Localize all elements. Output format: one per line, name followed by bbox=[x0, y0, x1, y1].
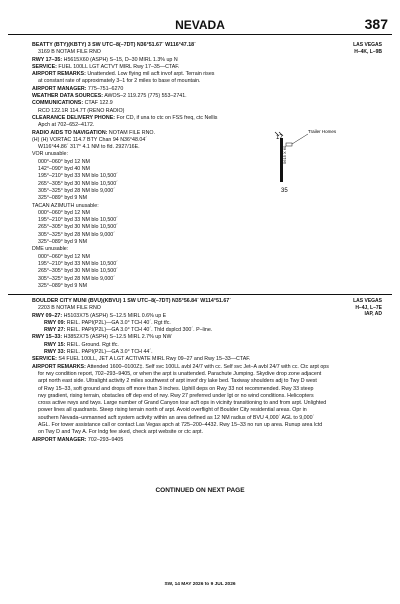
runway-17-label: 17 bbox=[276, 135, 283, 141]
trailer-homes-label: Trailer Homes bbox=[308, 129, 337, 134]
airport-title: BEATTY (BTY)(KBTY) 3 SW UTC–8(–7DT) N36°51.67´ W116°47.18´ bbox=[32, 42, 196, 48]
vortac: (H) (H) VORTAC 114.7 BTY Chan 94 N36°48.04´ bbox=[32, 136, 148, 143]
airport-remarks-cont: of Rwy 15–33, soft ground and drops off more than 3 inches. Uphill deps on Rwy 33 not recommended. Rwy 33 steep bbox=[38, 385, 314, 392]
restriction-line: 305°–325° byd 28 NM blo 9,000´ bbox=[38, 275, 115, 282]
runway-info: RWY 15–33: H3852X75 (ASPH) S–12.5 MIRL 2.7% up NW bbox=[32, 334, 172, 341]
airport-manager: AIRPORT MANAGER: 702–293–9405 bbox=[32, 436, 124, 443]
chart-tag: LAS VEGAS bbox=[353, 42, 382, 48]
airport-remarks-cont: AGL. For tower assistance call or contact Las Vegas apch at 725–200–4432. Rwy 15–33 no run up area. Runup area lctd bbox=[38, 422, 323, 429]
restriction-line: 142°–090° byd 40 NM bbox=[38, 166, 90, 173]
restriction-line: 325°–089° byd 9 NM bbox=[38, 282, 87, 289]
restriction-line: 325°–089° byd 9 NM bbox=[38, 195, 87, 202]
header-rule bbox=[8, 34, 392, 35]
chart-tags bbox=[353, 42, 382, 55]
airport-remarks-cont: for rwy condition report, 702–293–9405, or when the arpt is unattended. Parachute Jumping. Skydive drop zone adjacent bbox=[38, 370, 322, 377]
restriction-line: 265°–305° byd 30 NM blo 10,500´ bbox=[38, 180, 118, 187]
rco: RCO 122.1R 114.7T (RENO RADIO) bbox=[38, 107, 125, 114]
airport-manager: AIRPORT MANAGER: 775–751–6270 bbox=[32, 85, 124, 92]
airport-remarks: AIRPORT REMARKS: Unattended. Low flying mil acft invof arpt. Terrain rises bbox=[32, 71, 215, 78]
airport-remarks-cont: at constant rate of approximately 3–1 for 2 miles to base of mountain. bbox=[38, 78, 201, 85]
restriction-line: 195°–210° byd 33 NM blo 10,500´ bbox=[38, 173, 118, 180]
entry-separator bbox=[8, 294, 392, 295]
runway-35-label: 35 bbox=[281, 188, 288, 194]
clearance-delivery-cont: Apch at 702–652–4172. bbox=[38, 122, 95, 129]
communications: COMMUNICATIONS: CTAF 122.9 bbox=[32, 100, 113, 107]
runway-info: RWY 17–35: H5615X60 (ASPH) S–15, D–30 MIRL 1.3% up N bbox=[32, 56, 178, 63]
apron bbox=[286, 143, 292, 146]
dme-unusable-head: DME unusable: bbox=[32, 246, 69, 253]
chart-tags bbox=[353, 298, 382, 318]
vortac-cont: W116°44.86´ 317° 4.1 NM to fld. 2927/16E. bbox=[38, 144, 140, 151]
radio-aids: RADIO AIDS TO NAVIGATION: NOTAM FILE RNO. bbox=[32, 129, 156, 136]
airport-remarks-cont: arpt north east side. Ultralight activity 2 miles southwest of arpt invof dry lake bed. Taxiway shoulders adj to Twy D west bbox=[38, 378, 317, 385]
restriction-line: 265°–305° byd 30 NM blo 10,500´ bbox=[38, 224, 118, 231]
state-title: NEVADA bbox=[175, 18, 225, 32]
page-header bbox=[0, 14, 400, 34]
airport-remarks-cont: cross active rwys and twys. Large number of Grand Canyon tour acft ops in vicinity transitioning to and from arpt. Unlighted bbox=[38, 400, 327, 407]
clearance-delivery: CLEARANCE DELIVERY PHONE: For CD, if una to ctc on FSS freq, ctc Nellis bbox=[32, 114, 218, 121]
effective-dates: SW, 14 MAY 2026 to 9 JUL 2026 bbox=[164, 582, 236, 587]
continued-notice: CONTINUED ON NEXT PAGE bbox=[155, 487, 245, 494]
runway-end-info: RWY 15: REIL. Ground. Rgt tfc. bbox=[44, 341, 119, 348]
airport-elevation: 2203 B NOTAM FILE RNO bbox=[38, 305, 101, 312]
airport-remarks: AIRPORT REMARKS: Attended 1600–0100Z‡. Self svc 100LL avbl 24/7 with cc. Self svc Jet–A avbl 24/7 with cc. Ctc arpt ops bbox=[32, 363, 329, 370]
runway-end-info: RWY 09: REIL. PAPI(P2L)—GA 3.0° TCH 40´. Rgt tfc. bbox=[44, 319, 171, 326]
restriction-line: 000°–060° byd 12 NM bbox=[38, 253, 90, 260]
service-info: SERVICE: S4 FUEL 100LL, JET A LGT ACTIVATE MIRL Rwy 09–27 and Rwy 15–33—CTAF. bbox=[32, 356, 251, 363]
chart-tag: IAP, AD bbox=[364, 311, 382, 317]
airport-remarks-cont: power lines all quadrants. Steep rising terrain north of arpt. Avoid overflight of Boulder City residential areas. Opr in bbox=[38, 407, 307, 414]
airport-remarks-cont: on Twy D and Twy A. For lndg fee sked, check arpt website or ctc arpt. bbox=[38, 429, 203, 436]
runway-info: RWY 09–27: H5103X75 (ASPH) S–12.5 MIRL 0.6% up E bbox=[32, 312, 167, 319]
airport-elevation: 3169 B NOTAM FILE RNO bbox=[38, 49, 101, 56]
service-info: SERVICE: FUEL 100LL LGT ACTVT MIRL Rwy 17–35—CTAF. bbox=[32, 63, 180, 70]
restriction-line: 305°–325° byd 28 NM blo 9,000´ bbox=[38, 187, 115, 194]
restriction-line: 000°–060° byd 12 NM bbox=[38, 209, 90, 216]
runway-end-info: RWY 33: REIL. PAPI(P2L)—GA 3.0° TCH 44´. bbox=[44, 349, 153, 356]
restriction-line: 305°–325° byd 28 NM blo 9,000´ bbox=[38, 231, 115, 238]
vor-unusable-head: VOR unusable: bbox=[32, 151, 68, 158]
airport-entry-boulder-city bbox=[32, 298, 382, 444]
airport-title: BOULDER CITY MUNI (BVU)(KBVU) 1 SW UTC–8(–7DT) N35°56.84´ W114°51.67´ bbox=[32, 298, 231, 304]
chart-tag: H–4K, L–9B bbox=[354, 48, 382, 55]
restriction-line: 195°–210° byd 33 NM blo 10,500´ bbox=[38, 217, 118, 224]
chart-tag: H–4J, L–7E bbox=[355, 304, 382, 311]
chart-tag: LAS VEGAS bbox=[353, 298, 382, 304]
restriction-line: 265°–305° byd 30 NM blo 10,500´ bbox=[38, 268, 118, 275]
page-number: 387 bbox=[364, 16, 388, 32]
airport-remarks-cont: rwy gradient, rising terrain, obstacles off dep end of rwy. Rwy 27 preferred under lgt or no wind conditions. Helicopters bbox=[38, 392, 314, 399]
restriction-line: 325°–089° byd 9 NM bbox=[38, 239, 87, 246]
runway-length: 5615 X 60 bbox=[282, 145, 287, 164]
restriction-line: 195°–210° byd 33 NM blo 10,500´ bbox=[38, 260, 118, 267]
tacan-unusable-head: TACAN AZIMUTH unusable: bbox=[32, 202, 99, 209]
airport-diagram bbox=[250, 128, 358, 200]
runway-end-info: RWY 27: REIL. PAPI(P2L)—GA 3.0° TCH 40´. Thld dsplcd 300´. P–line. bbox=[44, 327, 213, 334]
label-leader bbox=[292, 134, 308, 144]
weather-data: WEATHER DATA SOURCES: AWOS–2 119.275 (775) 553–2741. bbox=[32, 93, 187, 100]
airport-remarks-cont: southern Nevada–unmanned acft system activity within an area defined as 12 NM radius of BVU 4,000´ AGL to 9,000´ bbox=[38, 414, 315, 421]
restriction-line: 000°–060° byd 12 NM bbox=[38, 158, 90, 165]
